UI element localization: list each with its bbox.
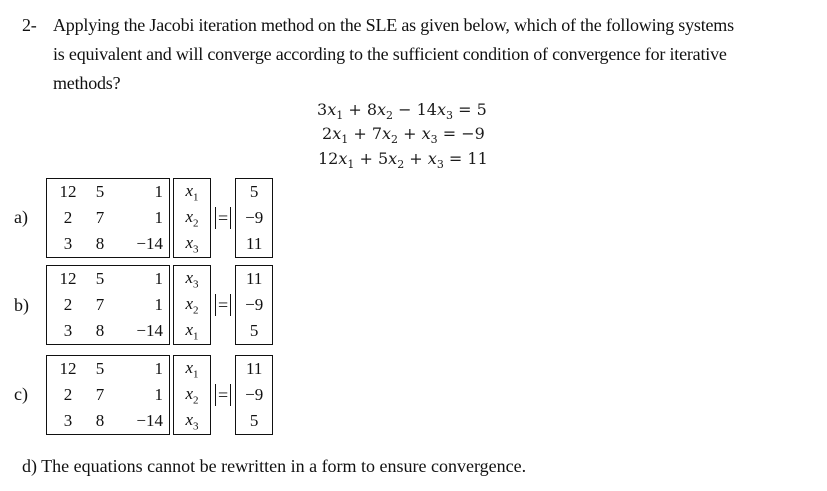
question-line-1: Applying the Jacobi iteration method on the SLE as given below, which of the following systems <box>53 15 734 35</box>
rhs-vector: 5 −9 11 <box>235 178 273 258</box>
equation-2: $2x_1 + 7x_2 + x_3 = -9$ <box>322 124 485 147</box>
equals-sign: = <box>215 294 231 316</box>
variable-vector: $x_1$ $x_2$ $x_3$ <box>173 178 211 258</box>
rhs-vector: 11 −9 5 <box>235 355 273 435</box>
option-a-label: a) <box>14 207 28 227</box>
option-d[interactable]: d) The equations cannot be rewritten in a form to ensure convergence. <box>22 456 527 476</box>
coefficient-matrix: 12 5 1 2 7 1 3 8 −14 <box>46 355 170 435</box>
question-line-2: is equivalent and will converge according to the sufficient condition of convergence for iterative <box>53 44 727 64</box>
question-number: 2- <box>22 15 37 35</box>
option-b-label: b) <box>14 295 29 315</box>
equals-sign: = <box>215 207 231 229</box>
option-c-label: c) <box>14 384 28 404</box>
option-c-system[interactable] <box>46 355 273 435</box>
equation-3: $12x_1 + 5x_2 + x_3 = 11$ <box>318 149 488 172</box>
variable-vector: $x_3$ $x_2$ $x_1$ <box>173 265 211 345</box>
variable-vector: $x_1$ $x_2$ $x_3$ <box>173 355 211 435</box>
option-a-system[interactable] <box>46 178 273 258</box>
equals-sign: = <box>215 384 231 406</box>
question-line-3: methods? <box>53 73 121 93</box>
rhs-vector: 11 −9 5 <box>235 265 273 345</box>
coefficient-matrix: 12 5 1 2 7 1 3 8 −14 <box>46 178 170 258</box>
option-b-system[interactable] <box>46 265 273 345</box>
equation-1: $3x_1 + 8x_2 - 14x_3 = 5$ <box>317 100 487 123</box>
coefficient-matrix: 12 5 1 2 7 1 3 8 −14 <box>46 265 170 345</box>
